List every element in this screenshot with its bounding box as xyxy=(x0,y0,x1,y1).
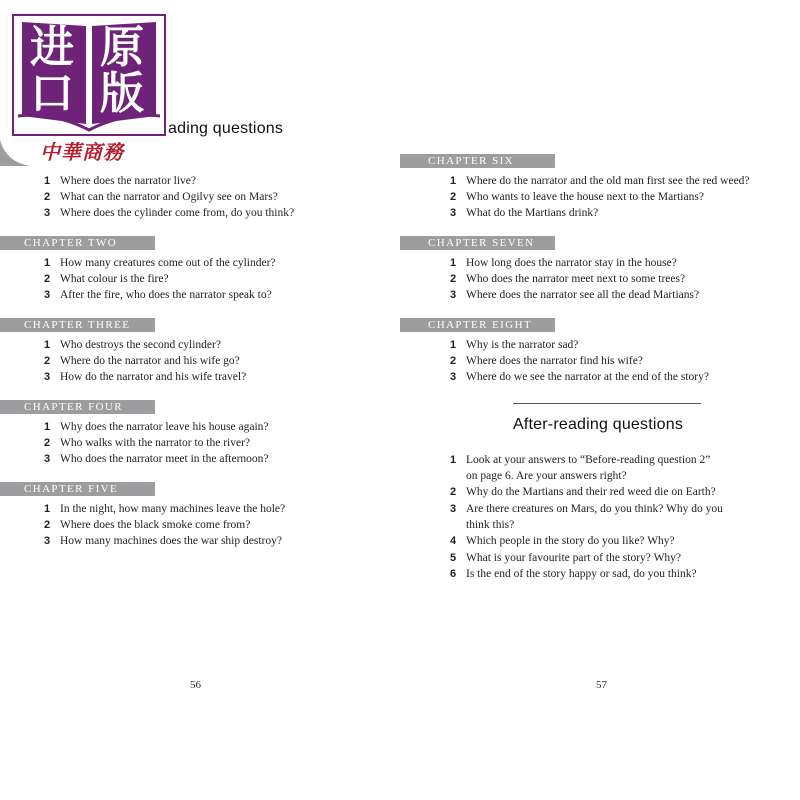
publisher-badge-logo xyxy=(12,14,166,136)
chapter-heading: CHAPTER EIGHT xyxy=(400,318,555,332)
chapter-heading: CHAPTER TWO xyxy=(0,236,155,250)
chapter-heading: CHAPTER SEVEN xyxy=(400,236,555,250)
badge-subtitle: 中華商務 xyxy=(40,140,124,164)
chapter-heading: CHAPTER FIVE xyxy=(0,482,155,496)
page-number-left: 56 xyxy=(190,679,201,691)
page-number-right: 57 xyxy=(596,679,607,691)
badge-char-4: 版 xyxy=(100,68,144,119)
badge-char-3: 原 xyxy=(100,22,144,73)
after-reading-title: After-reading questions xyxy=(513,416,684,433)
badge-char-2: 口 xyxy=(30,68,74,119)
chapter-heading: CHAPTER SIX xyxy=(400,154,555,168)
section-divider xyxy=(513,403,701,404)
left-page-title: ading questions xyxy=(168,120,284,137)
chapter-heading: CHAPTER THREE xyxy=(0,318,155,332)
badge-char-1: 进 xyxy=(30,22,74,73)
decorative-curve xyxy=(0,140,30,168)
chapter-heading: CHAPTER FOUR xyxy=(0,400,155,414)
